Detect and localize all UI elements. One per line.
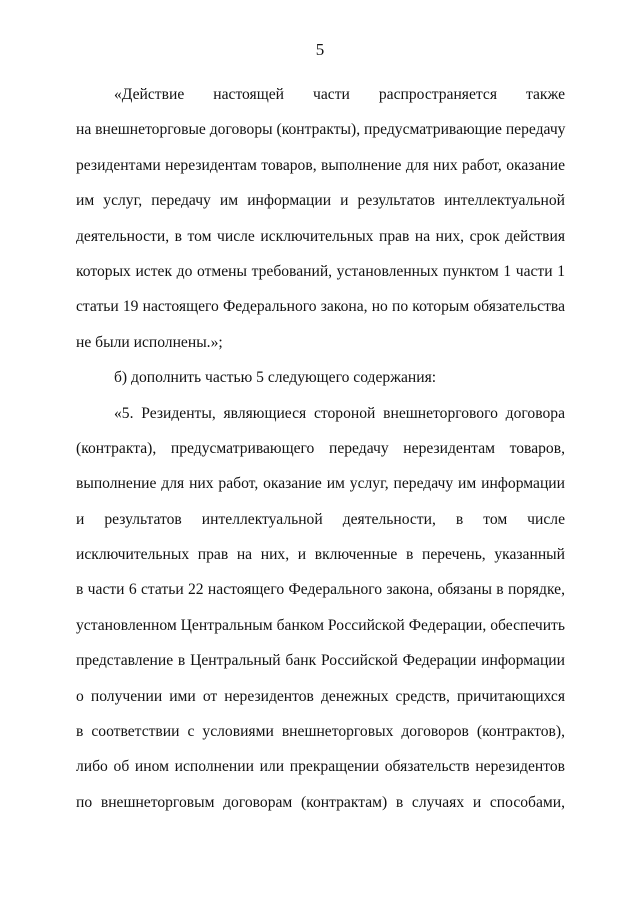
text-line: не были исполнены.»; — [76, 333, 223, 351]
text-line: выполнение для них работ, оказание им услуг, передачу им информации — [76, 475, 565, 493]
text-line: исключительных прав на них, и включенные в перечень, указанный — [76, 546, 565, 564]
text-line: которых истек до отмены требований, установленных пунктом 1 части 1 — [76, 262, 565, 280]
text-line: о получении ими от нерезидентов денежных средств, причитающихся — [76, 687, 565, 705]
text-line: статьи 19 настоящего Федерального закона, но по которым обязательства — [76, 298, 565, 316]
text-line: (контракта), предусматривающего передачу нерезидентам товаров, — [76, 439, 565, 457]
text-line: представление в Центральный банк Российской Федерации информации — [76, 652, 565, 670]
text-line: на внешнеторговые договоры (контракты), предусматривающие передачу — [76, 121, 566, 139]
page-number: 5 — [315, 40, 325, 59]
text-line: им услуг, передачу им информации и результатов интеллектуальной — [76, 192, 565, 210]
text-line: в части 6 статьи 22 настоящего Федерального закона, обязаны в порядке, — [76, 581, 565, 599]
text-line: деятельности, в том числе исключительных прав на них, срок действия — [76, 227, 565, 245]
text-line: либо об ином исполнении или прекращении обязательств нерезидентов — [76, 758, 565, 776]
text-line: резидентами нерезидентам товаров, выполнение для них работ, оказание — [76, 156, 565, 174]
text-line: и результатов интеллектуальной деятельности, в том числе — [76, 510, 565, 528]
text-line: по внешнеторговым договорам (контрактам) в случаях и способами, — [76, 793, 565, 811]
text-line: в соответствии с условиями внешнеторговых договоров (контрактов), — [76, 723, 565, 741]
text-line: б) дополнить частью 5 следующего содержания: — [114, 369, 437, 387]
document-body — [76, 77, 565, 820]
text-line: установленном Центральным банком Российской Федерации, обеспечить — [76, 616, 565, 634]
text-line: «Действие настоящей части распространяется также — [114, 86, 565, 103]
text-line: «5. Резиденты, являющиеся стороной внешнеторгового договора — [114, 404, 565, 422]
